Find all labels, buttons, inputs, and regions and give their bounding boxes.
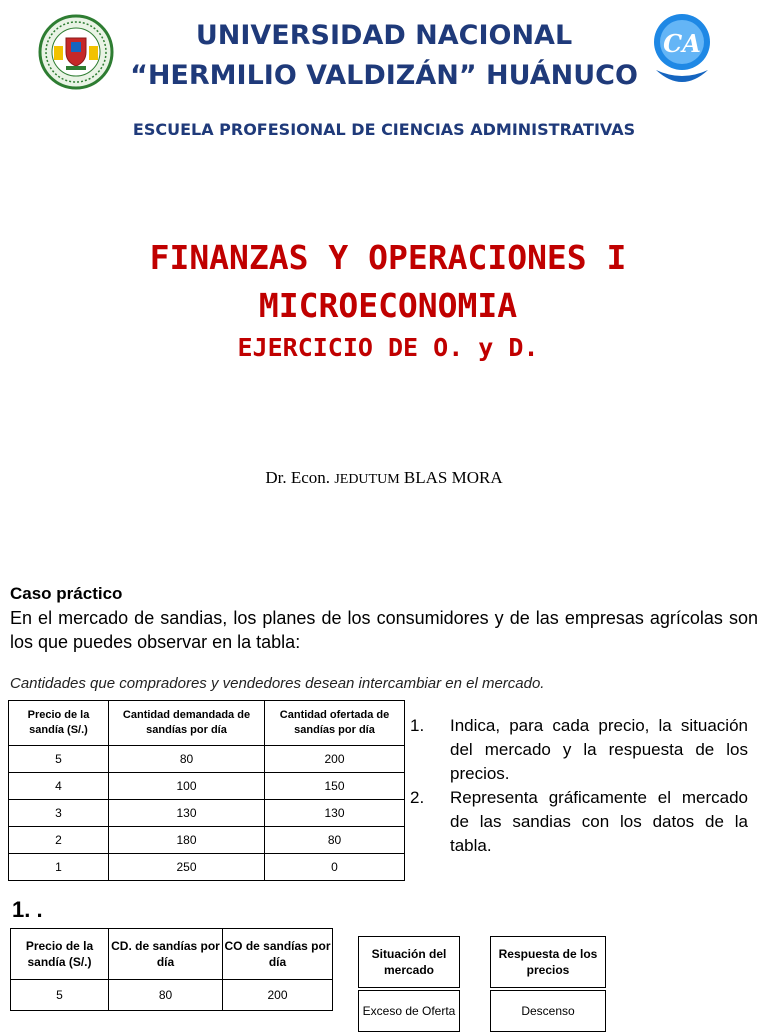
answer-table [10,928,333,1011]
answer-section-label: 1. . [12,897,43,922]
question-item [410,714,748,786]
school-name: ESCUELA PROFESIONAL DE CIENCIAS ADMINISTRATIVAS [132,120,636,139]
cell-demanded: 80 [109,746,265,773]
ca-logo-text: CA [663,29,701,58]
cell-offered: 80 [265,827,405,854]
cell-demanded: 130 [109,800,265,827]
supply-demand-table [8,700,405,881]
price-response-header: Respuesta de los precios [490,936,606,988]
cell-demanded: 100 [109,773,265,800]
author-prefix: Dr. Econ. [265,468,331,487]
header-co: CO de sandías por día [223,929,333,980]
header-offered: Cantidad ofertada de sandías por día [265,701,405,746]
author-name: JEDUTUM [334,472,400,487]
question-text: Representa gráficamente el mercado de las sandias con los datos de la tabla. [450,788,748,855]
question-item [410,786,748,858]
cell-offered: 130 [265,800,405,827]
cell-offered: 0 [265,854,405,881]
case-heading: Caso práctico [10,584,123,603]
cell-price: 5 [9,746,109,773]
cell-offered: 200 [265,746,405,773]
market-situation-box [358,936,460,1032]
table-row [11,980,333,1011]
table-row [9,827,405,854]
question-number: 2. [410,788,425,807]
cell-offered: 150 [265,773,405,800]
question-text: Indica, para cada precio, la situación del mercado y la respuesta de los precios. [450,716,748,783]
author-line [0,468,768,488]
case-description: En el mercado de sandias, los planes de los consumidores y de las empresas agrícolas son los que puedes observar en la tabla: [10,608,758,652]
cell-price: 3 [9,800,109,827]
table-row [9,746,405,773]
table-header-row [9,701,405,746]
cell-demanded: 250 [109,854,265,881]
exercise-title: EJERCICIO DE O. y D. [237,333,539,362]
cell-price: 2 [9,827,109,854]
market-situation-header: Situación del mercado [358,936,460,988]
course-title: FINANZAS Y OPERACIONES I [149,238,627,277]
table-row [9,854,405,881]
cell-cd: 80 [109,980,223,1011]
price-response-value: Descenso [490,990,606,1032]
cell-demanded: 180 [109,827,265,854]
questions-list [410,714,748,858]
university-name-line1: UNIVERSIDAD NACIONAL [195,20,573,51]
table-row [9,773,405,800]
cell-co: 200 [223,980,333,1011]
header-price: Precio de la sandía (S/.) [11,929,109,980]
header-cd: CD. de sandías por día [109,929,223,980]
price-response-box [490,936,606,1032]
question-number: 1. [410,716,425,735]
table-row [9,800,405,827]
market-situation-value: Exceso de Oferta [358,990,460,1032]
cell-price: 5 [11,980,109,1011]
table-caption: Cantidades que compradores y vendedores desean intercambiar en el mercado. [10,675,545,692]
header-demanded: Cantidad demandada de sandías por día [109,701,265,746]
university-name-line2: “HERMILIO VALDIZÁN” HUÁNUCO [130,60,638,91]
course-subtitle: MICROECONOMIA [258,286,518,325]
author-surname: BLAS MORA [403,468,503,487]
table-header-row [11,929,333,980]
cell-price: 4 [9,773,109,800]
cell-price: 1 [9,854,109,881]
header-price: Precio de la sandía (S/.) [9,701,109,746]
